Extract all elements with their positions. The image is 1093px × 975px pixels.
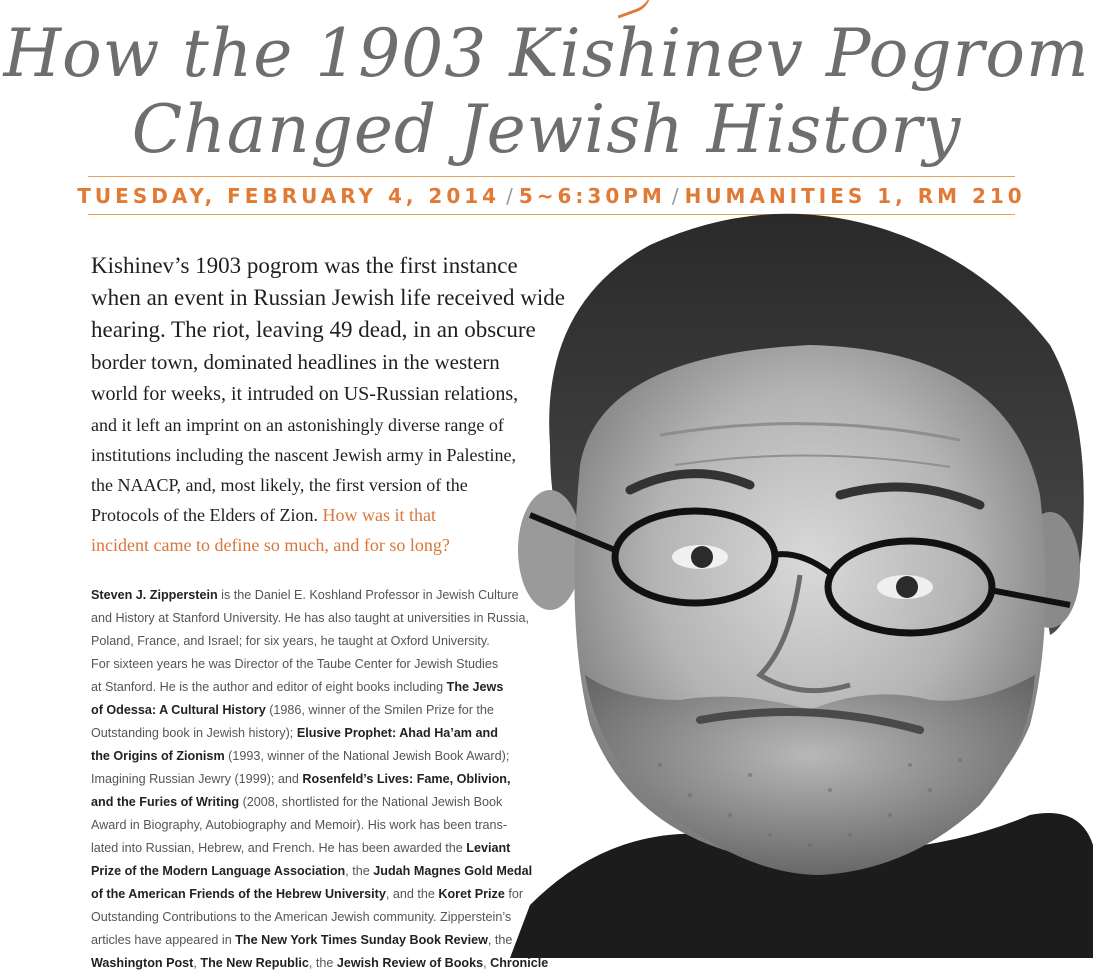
bio-line: [91, 883, 531, 906]
intro-line: hearing. The riot, leaving 49 dead, in an obscure: [91, 317, 536, 342]
speaker-bio: [91, 584, 549, 975]
book-title: Elusive Prophet: Ahad Ha’am and: [296, 726, 498, 740]
bio-text: Imagining Russian Jewry (1999); and: [91, 772, 303, 786]
bio-text: , and the: [385, 887, 439, 901]
bio-text: ,: [483, 956, 491, 970]
banner-separator: /: [671, 184, 679, 208]
bio-line: Award in Biography, Autobiography and Memoir). His work has been trans-: [91, 818, 508, 832]
intro-question-end: incident came to define so much, and for so long?: [91, 535, 450, 555]
banner-separator: /: [506, 184, 513, 208]
intro-line: the NAACP, and, most likely, the first version of the: [91, 475, 468, 495]
publication-name: The New York Times Sunday Book Review: [235, 933, 488, 947]
intro-line: border town, dominated headlines in the western: [91, 350, 500, 374]
bio-line: and History at Stanford University. He has also taught at universities in Russia,: [91, 611, 529, 625]
intro-question: How was it that: [322, 505, 436, 525]
publication-name: Washington Post: [91, 956, 194, 970]
award-name: Leviant: [466, 841, 511, 855]
bio-text: , the: [487, 933, 513, 947]
bio-line: [91, 699, 531, 722]
bio-line: [91, 952, 549, 975]
event-date: TUESDAY, FEBRUARY 4, 2014: [77, 184, 501, 208]
intro-line: when an event in Russian Jewish life received wide: [91, 285, 565, 310]
bio-text: ,: [193, 956, 201, 970]
book-title: The Jews: [446, 680, 504, 694]
intro-paragraph: [91, 250, 571, 560]
bio-line: [91, 584, 531, 607]
bio-line: Outstanding Contributions to the American Jewish community. Zipperstein’s: [91, 910, 512, 924]
bio-text: , the: [308, 956, 337, 970]
bio-text: lated into Russian, Hebrew, and French. He has been awarded the: [91, 841, 467, 855]
award-name: Prize of the Modern Language Association: [91, 864, 346, 878]
bio-text: for: [504, 887, 524, 901]
bio-line: [91, 676, 531, 699]
bio-text: is the Daniel E. Koshland Professor in Jewish Culture: [217, 588, 519, 602]
book-title: of Odessa: A Cultural History: [91, 703, 266, 717]
bio-text: , the: [345, 864, 374, 878]
book-title: Rosenfeld’s Lives: Fame, Oblivion,: [302, 772, 511, 786]
bio-line: [91, 929, 531, 952]
bio-text: Outstanding book in Jewish history);: [91, 726, 297, 740]
bio-line: [91, 860, 531, 883]
publication-name: Chronicle: [490, 956, 549, 970]
bio-line: For sixteen years he was Director of the Taube Center for Jewish Studies: [91, 657, 499, 671]
event-location: HUMANITIES 1, RM 210: [684, 184, 1026, 208]
intro-line: Kishinev’s 1903 pogrom was the first instance: [91, 253, 518, 278]
award-name: of the American Friends of the Hebrew University: [91, 887, 386, 901]
bio-text: (1986, winner of the Smilen Prize for the: [265, 703, 494, 717]
bio-text: (1993, winner of the National Jewish Book Award);: [224, 749, 510, 763]
speaker-name: Steven J. Zipperstein: [91, 588, 218, 602]
award-name: Judah Magnes Gold Medal: [373, 864, 533, 878]
title-line-1: How the 1903 Kishinev Pogrom: [3, 15, 1090, 92]
bio-line: [91, 837, 531, 860]
intro-line: institutions including the nascent Jewish army in Palestine,: [91, 445, 516, 465]
publication-name: Jewish Review of Books: [336, 956, 484, 970]
bio-line: [91, 745, 531, 768]
publication-name: The New Republic: [200, 956, 309, 970]
bio-line: Poland, France, and Israel; for six years, he taught at Oxford University.: [91, 634, 490, 648]
bio-text: at Stanford. He is the author and editor of eight books including: [91, 680, 447, 694]
award-name: Koret Prize: [438, 887, 505, 901]
bio-line: [91, 768, 531, 791]
bio-line: [91, 722, 531, 745]
event-time: 5~6:30PM: [518, 184, 666, 208]
intro-line: world for weeks, it intruded on US-Russian relations,: [91, 383, 519, 405]
bio-text: (2008, shortlisted for the National Jewish Book: [239, 795, 503, 809]
intro-line: and it left an imprint on an astonishingly diverse range of: [91, 415, 504, 435]
bio-text: articles have appeared in: [91, 933, 236, 947]
bio-line: [91, 791, 531, 814]
banner-rule-top: [88, 176, 1015, 177]
book-title: the Origins of Zionism: [91, 749, 225, 763]
title-line-2: Changed Jewish History: [131, 91, 962, 168]
book-title: and the Furies of Writing: [91, 795, 240, 809]
intro-line: [91, 500, 571, 530]
speaker-portrait: [510, 205, 1093, 958]
intro-text: Protocols of the Elders of Zion.: [91, 505, 318, 525]
